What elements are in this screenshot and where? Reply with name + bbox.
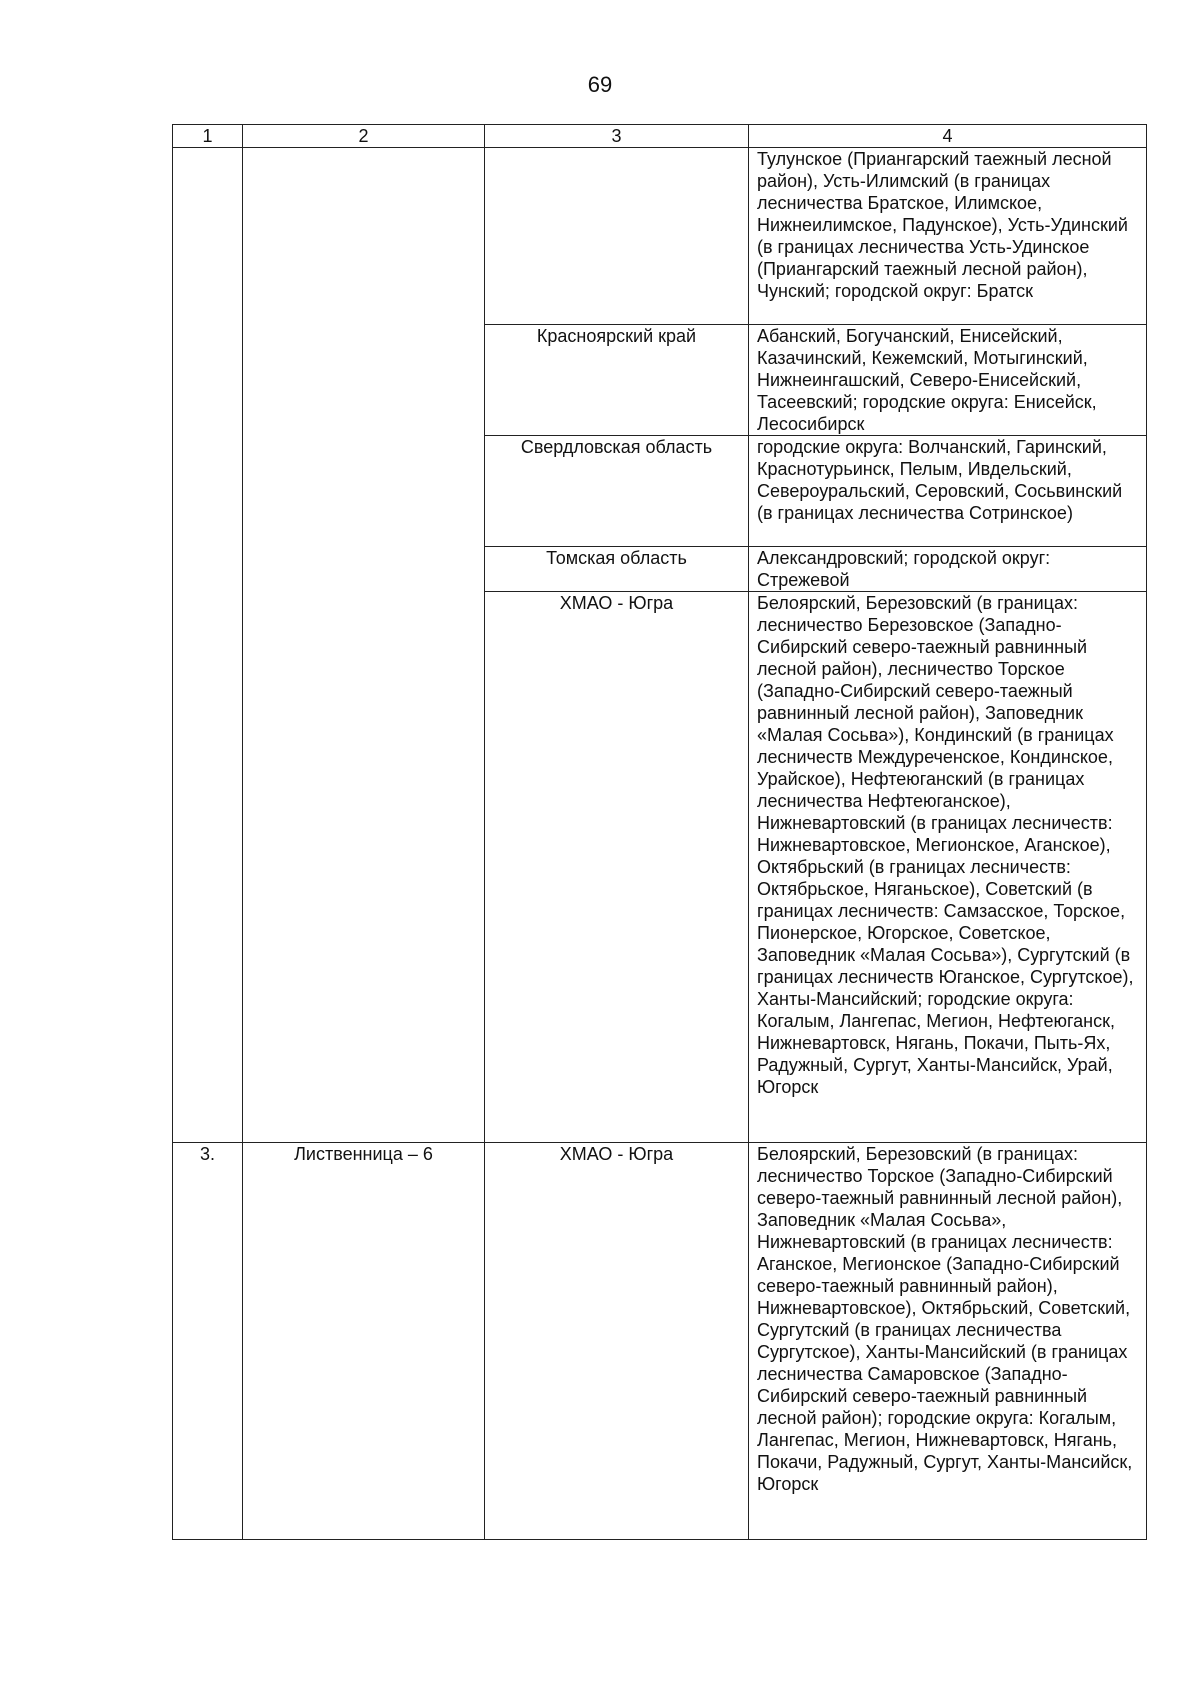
areas-cell: Белоярский, Березовский (в границах: лесничество Березовское (Западно-Сибирский северо-таежный равнинный лесной район), лесничество Торское (Западно-Сибирский северо-таежный равнинный лесной район), Заповедник «Малая Сосьва»), Кондинский (в границах лесничеств Междуреченское, Кондинское, Урайское), Нефтеюганский (в границах лесничества Нефтеюганское), Нижневартовский (в границах лесничеств: Нижневартовское, Мегионское, Аганское), Октябрьский (в границах лесничеств: Октябрьское, Няганьское), Советский (в границах лесничеств: Самзасское, Торское, Пионерское, Югорское, Советское, Заповедник «Малая Сосьва»), Сургутский (в границах лесничеств Юганское, Сургутское), Ханты-Мансийский; городские округа: Когалым, Лангепас, Мегион, Нефтеюганск, Нижневартовск, Нягань, Покачи, Пыть-Ях, Радужный, Сургут, Ханты-Мансийск, Урай, Югорск: [749, 592, 1147, 1143]
areas-cell: городские округа: Волчанский, Гаринский, Краснотурьинск, Пелым, Ивдельский, Североуральский, Серовский, Сосьвинский (в границах лесничества Сотринское): [749, 436, 1147, 547]
species-cell: [243, 148, 485, 1143]
table-row: [173, 148, 1147, 325]
header-row: [173, 125, 1147, 148]
areas-cell: Тулунское (Приангарский таежный лесной район), Усть-Илимский (в границах лесничества Братское, Илимское, Нижнеилимское, Падунское), Усть-Удинский (в границах лесничества Усть-Удинское (Приангарский таежный лесной район), Чунский; городской округ: Братск: [749, 148, 1147, 325]
row-number-cell: 3.: [173, 1143, 243, 1540]
subject-cell: ХМАО - Югра: [485, 592, 749, 1143]
column-header-3: 3: [485, 125, 749, 148]
subject-cell: Свердловская область: [485, 436, 749, 547]
species-cell: Лиственница – 6: [243, 1143, 485, 1540]
areas-cell: Белоярский, Березовский (в границах: лесничество Торское (Западно-Сибирский северо-таежный равнинный лесной район), Заповедник «Малая Сосьва», Нижневартовский (в границах лесничеств: Аганское, Мегионское (Западно-Сибирский северо-таежный равнинный район), Нижневартовское), Октябрьский, Советский, Сургутский (в границах лесничества Сургутское), Ханты-Мансийский (в границах лесничества Самаровское (Западно-Сибирский северо-таежный равнинный лесной район); городские округа: Когалым, Лангепас, Мегион, Нижневартовск, Нягань, Покачи, Радужный, Сургут, Ханты-Мансийск, Югорск: [749, 1143, 1147, 1540]
page-number: 69: [587, 72, 613, 97]
column-header-1: 1: [173, 125, 243, 148]
table-row: [173, 1143, 1147, 1540]
subject-cell: [485, 148, 749, 325]
column-header-4: 4: [749, 125, 1147, 148]
column-header-2: 2: [243, 125, 485, 148]
subject-cell: ХМАО - Югра: [485, 1143, 749, 1540]
subject-cell: Томская область: [485, 547, 749, 592]
forest-regions-table: [172, 124, 1147, 1540]
areas-cell: Абанский, Богучанский, Енисейский, Казачинский, Кежемский, Мотыгинский, Нижнеингашский, Северо-Енисейский, Тасеевский; городские округа: Енисейск, Лесосибирск: [749, 325, 1147, 436]
subject-cell: Красноярский край: [485, 325, 749, 436]
row-number-cell: [173, 148, 243, 1143]
areas-cell: Александровский; городской округ: Стрежевой: [749, 547, 1147, 592]
